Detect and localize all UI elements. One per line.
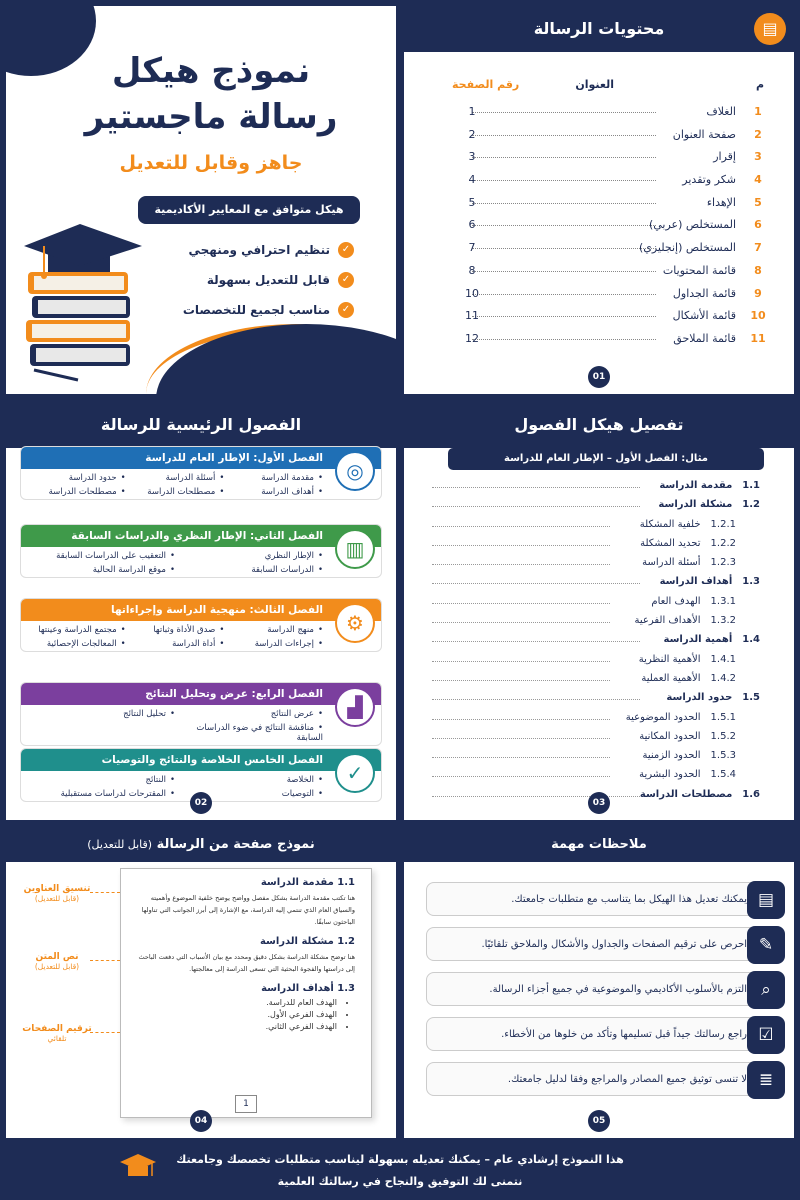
- toc-item-number: 1: [754, 105, 762, 118]
- structure-label: [639, 769, 736, 780]
- chapter-point: • مصطلحات الدراسة: [27, 487, 126, 497]
- chapter-point: • مقدمة الدراسة: [224, 473, 323, 483]
- structure-label: [642, 750, 736, 761]
- chapter-point: • أسئلة الدراسة: [126, 473, 225, 483]
- books-graduation-cap-icon: [22, 216, 152, 386]
- col-num: م: [755, 78, 764, 91]
- structure-text: الحدود الموضوعية: [625, 711, 701, 723]
- sample-sheet: [120, 868, 372, 1118]
- toc-item-number: 5: [754, 195, 762, 209]
- dot-leader: [472, 316, 656, 317]
- structure-row: [432, 729, 760, 748]
- structure-text: مصطلحات الدراسة: [639, 788, 733, 800]
- toc-item-page: 5: [468, 195, 476, 209]
- chapter-points: [21, 469, 381, 499]
- structure-row: [432, 555, 760, 574]
- toc-panel: [404, 6, 794, 394]
- search-icon: ⌕: [747, 971, 785, 1009]
- toc-item-number: 9: [754, 286, 762, 300]
- structure-label: [666, 692, 760, 703]
- callout-note: (قابل للتعديل): [34, 962, 80, 971]
- chapter-point: • المقترحات لدراسات مستقبلية: [27, 789, 175, 799]
- structure-number: 1.6: [742, 788, 760, 800]
- structure-number: 1.2: [742, 499, 760, 511]
- chapter-title: الفصل الأول: الإطار العام للدراسة: [21, 447, 381, 469]
- toc-item-title: قائمة الأشكال: [672, 309, 736, 323]
- callout-note: (قابل للتعديل): [34, 894, 80, 903]
- toc-item-title: شكر وتقدير: [682, 173, 736, 187]
- structure-number: 1.2.1: [710, 518, 736, 530]
- feature-label: مناسب لجميع للتخصصات: [182, 303, 330, 317]
- structure-number: 1.4: [742, 634, 760, 646]
- toc-item-number: 4: [754, 173, 762, 187]
- structure-label: [639, 654, 736, 665]
- note-text: التزم بالأسلوب الأكاديمي والموضوعية في جميع أجزاء الرسالة.: [489, 983, 747, 995]
- toc-item-number: 7: [754, 241, 762, 255]
- toc-item-page: 2: [468, 127, 476, 141]
- structure-number: 1.3: [742, 576, 760, 588]
- toc-item-page: 8: [468, 263, 476, 277]
- toc-item-page: 6: [468, 218, 476, 232]
- chapter-title: الفصل الثاني: الإطار النظري والدراسات السابقة: [21, 525, 381, 547]
- note-item: [426, 1062, 774, 1096]
- toc-item-page: 11: [465, 309, 479, 323]
- toc-item-page: 7: [468, 241, 476, 255]
- structure-label: [641, 673, 736, 684]
- toc-item-title: الإهداء: [706, 195, 736, 209]
- structure-row: [432, 748, 760, 767]
- structure-number: 1.1: [742, 480, 760, 491]
- structure-number: 1.4.1: [710, 653, 736, 665]
- chapter-point: • صدق الأداة وثباتها: [126, 625, 225, 635]
- feature-item: [183, 272, 354, 288]
- toc-item-title: إقرار: [713, 150, 736, 164]
- check-circle-icon: ✓: [335, 753, 375, 793]
- chapter-card: [20, 524, 382, 578]
- sample-heading: 1.1 مقدمة الدراسة: [260, 877, 355, 888]
- chapter-point: • التعقيب على الدراسات السابقة: [27, 551, 175, 561]
- pen-icon: ✎: [747, 926, 785, 964]
- toc-item-title: صفحة العنوان: [672, 127, 736, 141]
- toc-list: [422, 102, 776, 352]
- dot-leader: [472, 339, 656, 340]
- structure-row: [432, 574, 760, 593]
- callout-body: [18, 952, 96, 971]
- toc-title: محتويات الرسالة: [533, 19, 665, 38]
- sample-panel: [6, 828, 396, 1138]
- structure-text: حدود الدراسة: [666, 692, 733, 704]
- structure-number: 1.2.3: [710, 557, 736, 569]
- structure-text: الأهمية النظرية: [638, 653, 701, 665]
- structure-text: الحدود البشرية: [639, 769, 701, 781]
- structure-number: 1.5: [742, 692, 760, 704]
- dot-leader: [432, 719, 610, 720]
- structure-text: الهدف العام: [651, 595, 701, 607]
- toc-item: [422, 215, 776, 238]
- target-icon: ◎: [335, 451, 375, 491]
- chapter-title: الفصل الثالث: منهجية الدراسة وإجراءاتها: [21, 599, 381, 621]
- structure-header: تفصيل هيكل الفصول: [404, 402, 794, 448]
- cover-title-line1: نموذج هيكل: [111, 51, 311, 91]
- page-number: 05: [588, 1110, 610, 1132]
- dot-leader: [472, 271, 656, 272]
- checklist-icon: ☑: [747, 1016, 785, 1054]
- page-number: 01: [588, 366, 610, 388]
- dot-leader: [472, 225, 656, 226]
- dot-leader: [432, 603, 610, 604]
- toc-header: [404, 6, 794, 52]
- dot-leader: [432, 564, 610, 565]
- chapters-panel: [6, 402, 396, 820]
- chapter-point: • المعالجات الإحصائية: [27, 639, 126, 649]
- gear-icon: ⚙: [335, 603, 375, 643]
- structure-label: [634, 615, 736, 626]
- page-number: 03: [588, 792, 610, 814]
- toc-item-title: المستخلص (عربي): [648, 218, 736, 232]
- dot-leader: [432, 680, 610, 681]
- toc-item-number: 11: [750, 331, 766, 345]
- structure-number: 1.3.2: [710, 615, 736, 627]
- structure-text: مقدمة الدراسة: [659, 480, 733, 491]
- chapter-point: • مصطلحات الدراسة: [126, 487, 225, 497]
- toc-item-title: المستخلص (إنجليزي): [638, 241, 736, 255]
- structure-label: [639, 731, 736, 742]
- structure-number: 1.5.3: [710, 750, 736, 762]
- dot-leader: [432, 545, 610, 546]
- structure-number: 1.4.2: [710, 672, 736, 684]
- check-icon: ✓: [338, 272, 354, 288]
- chart-icon: ▟: [335, 687, 375, 727]
- toc-item: [422, 261, 776, 284]
- structure-label: [626, 712, 736, 723]
- cover-badge: هيكل متوافق مع المعايير الأكاديمية: [138, 196, 360, 224]
- toc-item-page: 12: [465, 331, 479, 345]
- footer-line1: هذا النموذج إرشادي عام – يمكنك تعديله بسهولة ليناسب متطلبات تخصصك وجامعتك: [176, 1153, 624, 1166]
- structure-row: [432, 710, 760, 729]
- dot-leader: [472, 203, 656, 204]
- dot-leader: [432, 796, 640, 797]
- note-item: [426, 882, 775, 916]
- chapter-point: • عرض النتائج: [175, 709, 323, 719]
- goals-list: [137, 998, 337, 1031]
- toc-item: [422, 284, 776, 307]
- books-icon: ≣: [747, 1061, 785, 1099]
- chapter-point: • مجتمع الدراسة وعينتها: [27, 625, 126, 635]
- toc-item-number: 8: [754, 263, 762, 277]
- chapter-points: [21, 705, 381, 745]
- dot-leader: [432, 641, 640, 642]
- goal-item: • الهدف العام للدراسة.: [137, 998, 337, 1007]
- sample-paragraph: هنا توضح مشكلة الدراسة بشكل دقيق ومحدد مع بيان الأسباب التي دفعت الباحث إلى دراستها والفجوة البحثية التي تسعى الدراسة إلى معالجتها.: [138, 953, 355, 973]
- chapter-point: • التوصيات: [175, 789, 323, 799]
- toc-item: [422, 306, 776, 329]
- notes-panel: [404, 828, 794, 1138]
- dot-leader: [472, 112, 656, 113]
- chapter-title: الفصل الخامس الخلاصة والنتائج والتوصيات: [21, 749, 381, 771]
- dot-leader: [432, 776, 610, 777]
- book-icon: ▥: [335, 529, 375, 569]
- structure-row: [432, 652, 760, 671]
- document-icon: ▤: [747, 881, 785, 919]
- callout-title: ترقيم الصفحات: [22, 1024, 92, 1034]
- chapter-point: • مناقشة النتائج في ضوء الدراسات السابقة: [175, 723, 323, 743]
- chapter-point: • الخلاصة: [175, 775, 323, 785]
- chapter-point: • تحليل النتائج: [27, 709, 175, 719]
- structure-text: أهداف الدراسة: [659, 576, 733, 588]
- structure-row: [432, 613, 760, 632]
- chapter-point: • النتائج: [27, 775, 175, 785]
- chapter-point: • منهج الدراسة: [224, 625, 323, 635]
- cover-title: [46, 48, 376, 140]
- dot-leader: [432, 506, 640, 507]
- note-item: [426, 972, 771, 1006]
- chapter-point: • الإطار النظري: [175, 551, 323, 561]
- structure-text: الأهداف الفرعية: [634, 615, 701, 627]
- callout-headings: [18, 884, 96, 903]
- structure-text: مشكلة الدراسة: [658, 499, 733, 511]
- sheet-page-number: 1: [235, 1095, 257, 1113]
- note-text: راجع رسالتك جيداً قبل تسليمها وتأكد من خلوها من الأخطاء.: [501, 1028, 747, 1040]
- footer-line2: نتمنى لك التوفيق والنجاح في رسالتك العلمية: [277, 1175, 523, 1188]
- structure-label: [659, 480, 760, 491]
- chapter-point: • إجراءات الدراسة: [224, 639, 323, 649]
- toc-item-number: 10: [750, 309, 766, 323]
- structure-row: [432, 671, 760, 690]
- toc-item: [422, 238, 776, 261]
- chapter-point: • موقع الدراسة الحالية: [27, 565, 175, 575]
- chapter-points: [21, 547, 381, 577]
- callout-pagination: [18, 1024, 96, 1043]
- chapter-point: • أهداف الدراسة: [224, 487, 323, 497]
- dot-leader: [432, 487, 640, 488]
- chapters-header: الفصول الرئيسية للرسالة: [6, 402, 396, 448]
- cover-subtitle: جاهز وقابل للتعديل: [119, 152, 303, 174]
- note-text: يمكنك تعديل هذا الهيكل بما يتناسب مع متطلبات جامعتك.: [511, 893, 747, 905]
- structure-panel: [404, 402, 794, 820]
- dot-leader: [472, 248, 656, 249]
- feature-label: قابل للتعديل بسهولة: [206, 273, 330, 287]
- col-page: رقم الصفحة: [452, 78, 520, 91]
- toc-item: [422, 147, 776, 170]
- callout-note: تلقائي: [47, 1034, 67, 1043]
- callout-title: نص المتن: [35, 952, 79, 962]
- note-text: احرص على ترقيم الصفحات والجداول والأشكال والملاحق تلقائيًا.: [481, 938, 747, 950]
- toc-item-title: قائمة الملاحق: [673, 331, 736, 345]
- chapter-card: [20, 682, 382, 746]
- toc-item-number: 3: [754, 150, 762, 164]
- sample-paragraph: هنا تكتب مقدمة الدراسة بشكل مفصل وواضح يوضح خلفية الموضوع وأهميته والسياق العام الذي تنتمي إليه الدراسة، مع الإشارة إلى أبرز الجوانب التي تناولها الباحثون سابقًا.: [141, 894, 355, 926]
- dot-leader: [432, 526, 610, 527]
- cover-title-line2: رسالة ماجستير: [84, 97, 338, 137]
- structure-label: [658, 499, 760, 510]
- structure-row: [432, 632, 760, 651]
- toc-item: [422, 170, 776, 193]
- toc-item-page: 3: [468, 150, 476, 164]
- sample-title: نموذج صفحة من الرسالة: [156, 837, 315, 852]
- callout-line: [90, 892, 120, 893]
- chapter-point: • حدود الدراسة: [27, 473, 126, 483]
- callout-line: [90, 1032, 120, 1033]
- toc-item-page: 10: [465, 286, 479, 300]
- dot-leader: [432, 622, 610, 623]
- cover-panel: [6, 6, 396, 394]
- note-item: [426, 927, 774, 961]
- structure-label: [651, 596, 736, 607]
- goal-item: • الهدف الفرعي الثاني.: [137, 1022, 337, 1031]
- toc-item-number: 2: [754, 127, 762, 141]
- sample-header: [6, 828, 396, 862]
- feature-item: [183, 302, 354, 318]
- document-icon: ▤: [754, 13, 786, 45]
- decor-shape: [156, 324, 396, 394]
- structure-text: أهمية الدراسة: [663, 634, 733, 646]
- toc-item-page: 4: [468, 173, 476, 187]
- structure-number: 1.5.2: [710, 730, 736, 742]
- dot-leader: [432, 757, 610, 758]
- dot-leader: [472, 180, 656, 181]
- structure-text: تحديد المشكلة: [640, 537, 701, 549]
- col-title: العنوان: [575, 78, 614, 91]
- structure-row: [432, 690, 760, 709]
- goal-item: • الهدف الفرعي الأول.: [137, 1010, 337, 1019]
- chapter-card: [20, 598, 382, 652]
- structure-number: 1.3.1: [710, 595, 736, 607]
- callout-title: تنسيق العناوين: [23, 884, 91, 894]
- page-number: 02: [190, 792, 212, 814]
- note-item: [426, 1017, 774, 1051]
- toc-item: [422, 193, 776, 216]
- note-text: لا تنسى توثيق جميع المصادر والمراجع وفقا لدليل جامعتك.: [507, 1073, 747, 1085]
- toc-item-title: قائمة الجداول: [672, 286, 736, 300]
- dot-leader: [432, 699, 640, 700]
- structure-number: 1.5.1: [710, 711, 736, 723]
- toc-item-title: قائمة المحتويات: [662, 263, 736, 277]
- feature-item: [183, 242, 354, 258]
- cover-features: [183, 242, 354, 332]
- dot-leader: [472, 294, 656, 295]
- check-icon: ✓: [338, 302, 354, 318]
- structure-number: 1.2.2: [710, 537, 736, 549]
- structure-row: [432, 767, 760, 786]
- structure-row: [432, 594, 760, 613]
- dot-leader: [432, 583, 640, 584]
- structure-text: خلفية المشكلة: [639, 518, 701, 530]
- chapter-point: • أداة الدراسة: [126, 639, 225, 649]
- structure-text: أسئلة الدراسة: [642, 557, 701, 569]
- check-icon: ✓: [338, 242, 354, 258]
- structure-row: [432, 497, 760, 516]
- toc-item: [422, 329, 776, 352]
- structure-row: [432, 478, 760, 497]
- callout-line: [90, 960, 120, 961]
- feature-label: تنظيم احترافي ومنهجي: [188, 243, 330, 257]
- sample-heading: 1.3 أهداف الدراسة: [261, 983, 355, 994]
- dot-leader: [432, 661, 610, 662]
- toc-item-title: الغلاف: [706, 105, 736, 118]
- graduation-cap-icon: [118, 1150, 158, 1184]
- toc-item-page: 1: [468, 105, 476, 118]
- chapter-points: [21, 621, 381, 651]
- structure-label: [640, 538, 736, 549]
- structure-row: [432, 517, 760, 536]
- example-bar: مثال: الفصل الأول – الإطار العام للدراسة: [448, 448, 764, 470]
- page-number: 04: [190, 1110, 212, 1132]
- structure-number: 1.5.4: [710, 769, 736, 781]
- toc-item: [422, 125, 776, 148]
- dot-leader: [432, 738, 610, 739]
- structure-label: [642, 557, 736, 568]
- notes-header: ملاحظات مهمة: [404, 828, 794, 862]
- structure-label: [640, 519, 736, 530]
- structure-list: [432, 478, 760, 806]
- structure-label: [664, 634, 760, 645]
- toc-item: [422, 102, 776, 125]
- structure-text: الأهمية العملية: [641, 672, 701, 684]
- structure-row: [432, 536, 760, 555]
- structure-label: [660, 576, 760, 587]
- toc-item-number: 6: [754, 218, 762, 232]
- chapter-title: الفصل الرابع: عرض وتحليل النتائج: [21, 683, 381, 705]
- chapter-card: [20, 446, 382, 500]
- structure-text: الحدود الزمنية: [642, 750, 701, 762]
- sample-heading: 1.2 مشكلة الدراسة: [259, 936, 355, 947]
- structure-text: الحدود المكانية: [639, 730, 701, 742]
- structure-label: [640, 789, 760, 800]
- chapter-point: • الدراسات السابقة: [175, 565, 323, 575]
- dot-leader: [472, 157, 656, 158]
- dot-leader: [472, 135, 656, 136]
- sample-title-note: (قابل للتعديل): [87, 838, 153, 851]
